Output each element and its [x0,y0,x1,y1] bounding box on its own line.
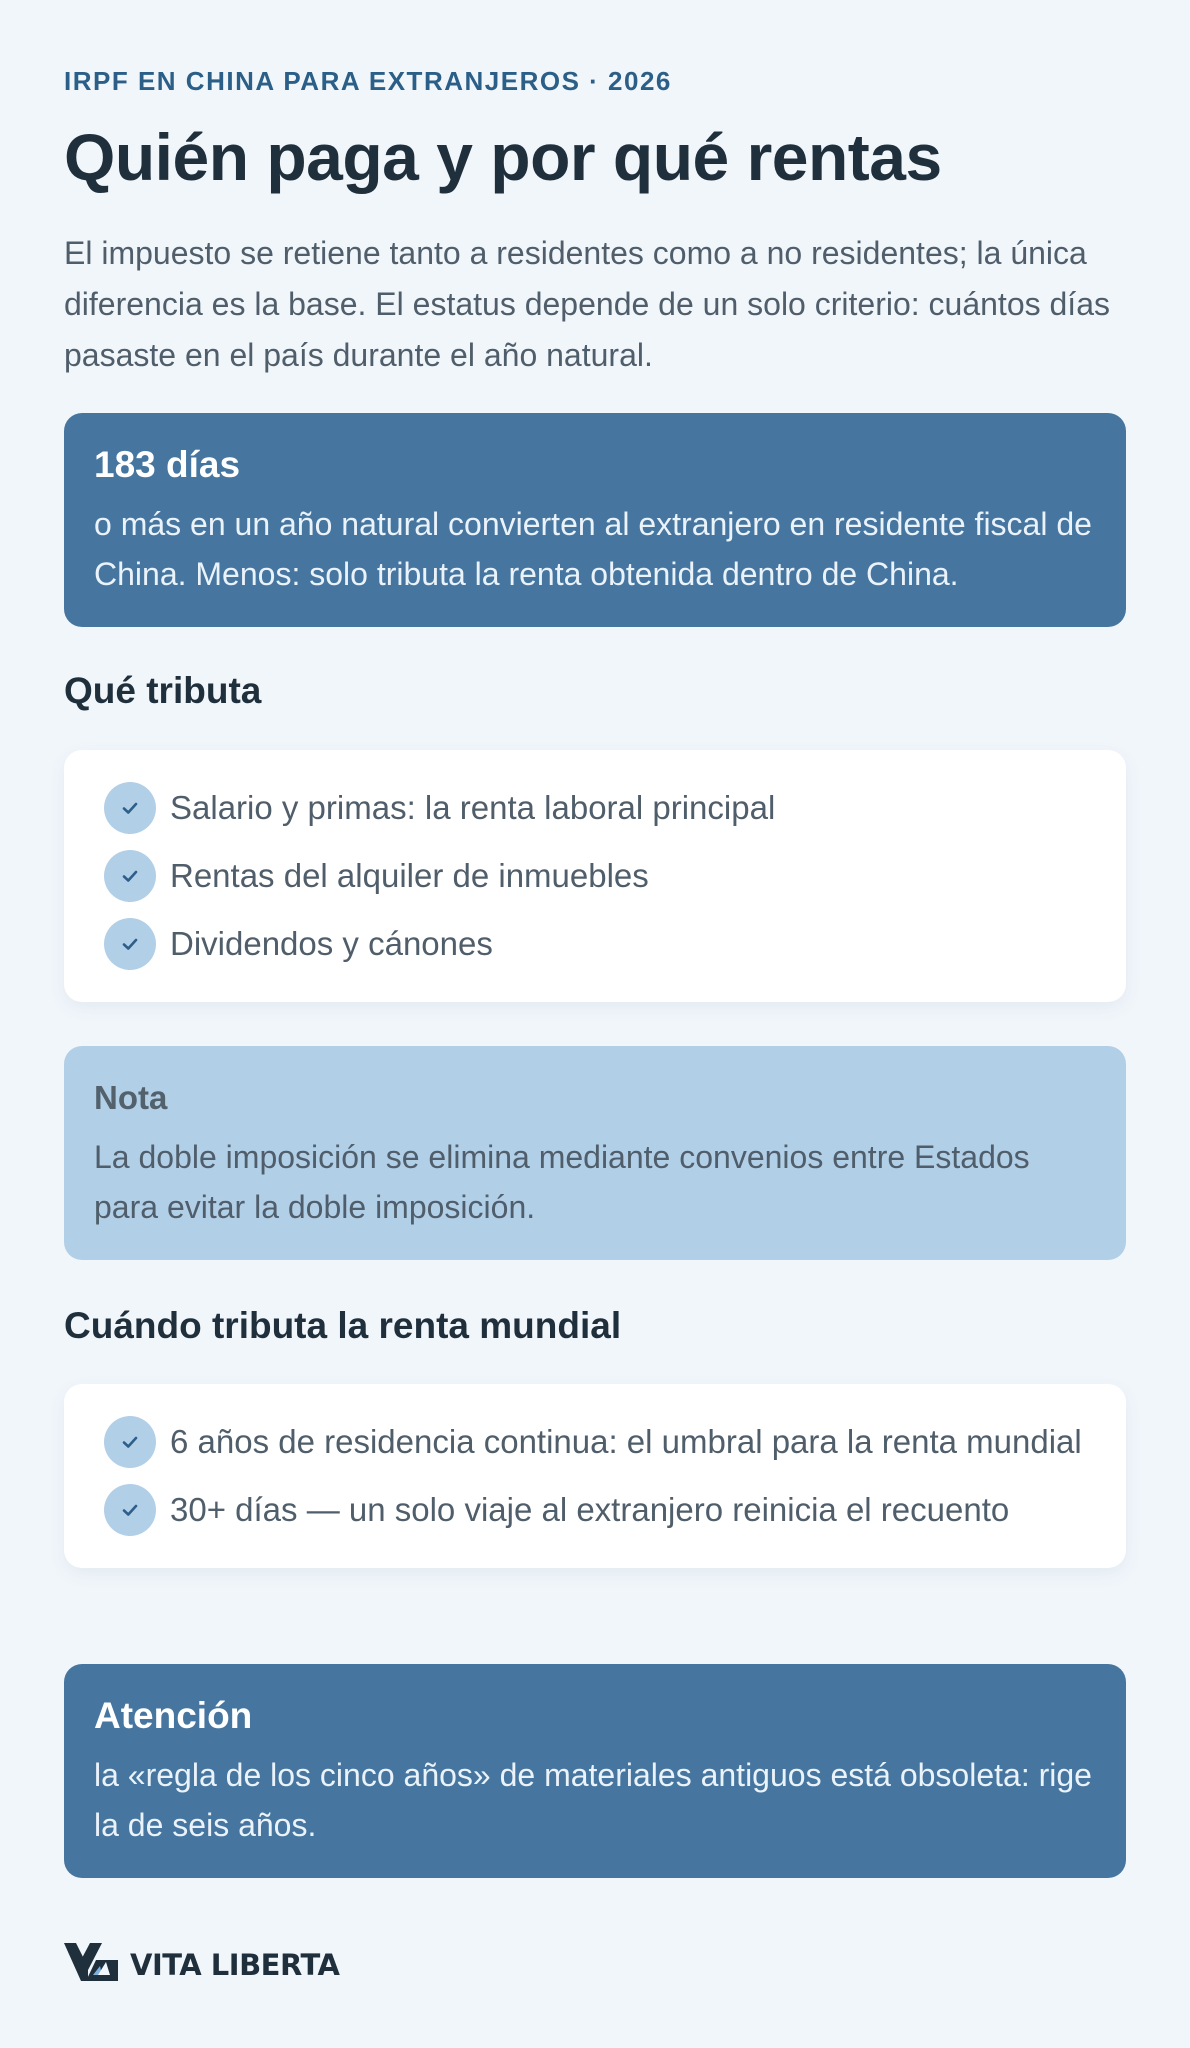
worldwide-income-list [104,1416,1086,1536]
section-heading-taxed: Qué tributa [64,670,262,711]
check-icon [104,1416,156,1468]
note-callout-body: La doble imposición se elimina mediante convenios entre Estados para evitar la doble imposición. [94,1139,1030,1225]
residency-callout-title: 183 días [94,444,241,485]
check-icon [104,918,156,970]
residency-callout [64,413,1126,627]
list-item [104,1484,1086,1536]
page-title: Quién paga y por qué rentas [64,120,942,194]
check-icon [104,850,156,902]
note-callout [64,1046,1126,1260]
eyebrow-label: IRPF EN CHINA PARA EXTRANJEROS · 2026 [64,66,672,96]
check-icon [104,1484,156,1536]
residency-callout-body: o más en un año natural convierten al extranjero en residente fiscal de China. Menos: solo tributa la renta obtenida dentro de China. [94,506,1092,592]
check-icon [104,782,156,834]
list-item [104,1416,1086,1468]
list-item [104,918,1086,970]
list-item [104,850,1086,902]
list-item-label: Dividendos y cánones [170,925,493,962]
brand-logo-text: VITA LIBERTA [130,1947,340,1982]
intro-paragraph: El impuesto se retiene tanto a residentes como a no residentes; la única diferencia es la base. El estatus depende de un solo criterio: cuántos días pasaste en el país durante el año natural. [64,235,1110,373]
worldwide-income-card [64,1384,1126,1568]
list-item-label: 30+ días — un solo viaje al extranjero reinicia el recuento [170,1491,1010,1528]
warning-callout [64,1664,1126,1878]
taxed-income-card [64,750,1126,1002]
warning-callout-title: Atención [94,1695,253,1736]
taxed-income-list [104,782,1086,970]
list-item-label: Rentas del alquiler de inmuebles [170,857,649,894]
list-item-label: 6 años de residencia continua: el umbral para la renta mundial [170,1423,1082,1460]
list-item [104,782,1086,834]
warning-callout-body: la «regla de los cinco años» de materiales antiguos está obsoleta: rige la de seis años. [94,1757,1092,1843]
list-item-label: Salario y primas: la renta laboral principal [170,789,776,826]
section-heading-worldwide: Cuándo tributa la renta mundial [64,1305,622,1346]
vita-liberta-logo-icon [64,1940,120,1989]
brand-logo [64,1940,340,1989]
note-callout-title: Nota [94,1079,168,1116]
